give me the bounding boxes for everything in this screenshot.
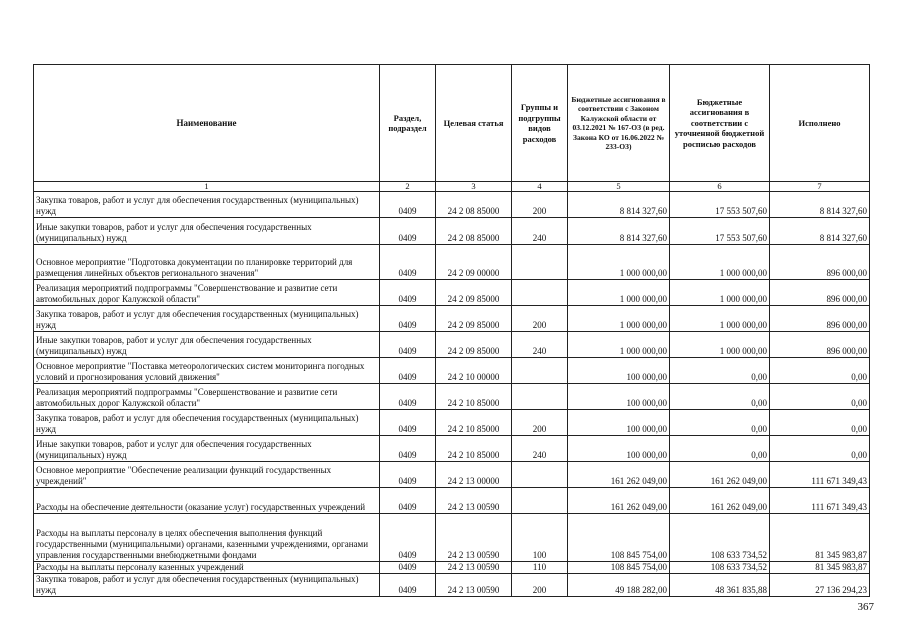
header-name: Наименование xyxy=(34,65,380,182)
row-section: 0409 xyxy=(380,218,436,245)
row-target: 24 2 13 00000 xyxy=(436,462,512,488)
row-group xyxy=(512,280,568,306)
row-group: 240 xyxy=(512,436,568,462)
row-group: 200 xyxy=(512,192,568,218)
row-law-amount: 8 814 327,60 xyxy=(568,192,670,218)
table-row xyxy=(34,332,870,358)
column-number: 7 xyxy=(770,182,870,192)
row-refined-amount: 17 553 507,60 xyxy=(670,192,770,218)
row-section: 0409 xyxy=(380,574,436,597)
header-section: Раздел, подраздел xyxy=(380,65,436,182)
row-group: 110 xyxy=(512,562,568,574)
row-executed-amount: 896 000,00 xyxy=(770,332,870,358)
table-row xyxy=(34,488,870,514)
row-law-amount: 8 814 327,60 xyxy=(568,218,670,245)
row-section: 0409 xyxy=(380,280,436,306)
row-refined-amount: 0,00 xyxy=(670,358,770,384)
column-number: 5 xyxy=(568,182,670,192)
row-group: 240 xyxy=(512,332,568,358)
row-refined-amount: 0,00 xyxy=(670,436,770,462)
row-group: 100 xyxy=(512,514,568,562)
row-law-amount: 1 000 000,00 xyxy=(568,280,670,306)
row-executed-amount: 896 000,00 xyxy=(770,280,870,306)
row-refined-amount: 1 000 000,00 xyxy=(670,332,770,358)
row-target: 24 2 13 00590 xyxy=(436,574,512,597)
row-executed-amount: 81 345 983,87 xyxy=(770,562,870,574)
table-row xyxy=(34,562,870,574)
row-law-amount: 100 000,00 xyxy=(568,358,670,384)
row-name: Иные закупки товаров, работ и услуг для обеспечения государственных (муниципальных) нужд xyxy=(34,218,380,245)
row-target: 24 2 08 85000 xyxy=(436,218,512,245)
row-section: 0409 xyxy=(380,436,436,462)
row-target: 24 2 10 85000 xyxy=(436,384,512,410)
table-body xyxy=(34,192,870,597)
row-group: 240 xyxy=(512,218,568,245)
row-refined-amount: 0,00 xyxy=(670,410,770,436)
column-number: 2 xyxy=(380,182,436,192)
table-row xyxy=(34,514,870,562)
row-section: 0409 xyxy=(380,514,436,562)
row-name: Реализация мероприятий подпрограммы "Совершенствование и развитие сети автомобильных дорог Калужской области" xyxy=(34,384,380,410)
row-section: 0409 xyxy=(380,358,436,384)
table-row xyxy=(34,218,870,245)
row-law-amount: 161 262 049,00 xyxy=(568,488,670,514)
row-refined-amount: 48 361 835,88 xyxy=(670,574,770,597)
row-section: 0409 xyxy=(380,488,436,514)
row-target: 24 2 08 85000 xyxy=(436,192,512,218)
row-executed-amount: 896 000,00 xyxy=(770,306,870,332)
row-executed-amount: 0,00 xyxy=(770,358,870,384)
row-law-amount: 100 000,00 xyxy=(568,410,670,436)
table-row xyxy=(34,245,870,280)
row-refined-amount: 161 262 049,00 xyxy=(670,488,770,514)
row-name: Закупка товаров, работ и услуг для обеспечения государственных (муниципальных) нужд xyxy=(34,410,380,436)
row-name: Основное мероприятие "Подготовка документации по планировке территорий для размещения линейных объектов регионального значения" xyxy=(34,245,380,280)
table-row xyxy=(34,410,870,436)
row-name: Расходы на выплаты персоналу в целях обеспечения выполнения функций государственными (муниципальными) органами, казенными учреждениями, органами управления государственными внебюджетными фондами xyxy=(34,514,380,562)
row-group: 200 xyxy=(512,574,568,597)
row-law-amount: 108 845 754,00 xyxy=(568,562,670,574)
page-number: 367 xyxy=(857,601,874,613)
row-target: 24 2 10 00000 xyxy=(436,358,512,384)
row-section: 0409 xyxy=(380,562,436,574)
row-target: 24 2 13 00590 xyxy=(436,562,512,574)
row-executed-amount: 81 345 983,87 xyxy=(770,514,870,562)
table-row xyxy=(34,306,870,332)
header-target: Целевая статья xyxy=(436,65,512,182)
row-refined-amount: 161 262 049,00 xyxy=(670,462,770,488)
row-group xyxy=(512,462,568,488)
row-group: 200 xyxy=(512,306,568,332)
column-number: 1 xyxy=(34,182,380,192)
row-refined-amount: 0,00 xyxy=(670,384,770,410)
row-target: 24 2 13 00590 xyxy=(436,488,512,514)
column-number-row xyxy=(34,182,870,192)
row-name: Реализация мероприятий подпрограммы "Совершенствование и развитие сети автомобильных дорог Калужской области" xyxy=(34,280,380,306)
row-executed-amount: 8 814 327,60 xyxy=(770,192,870,218)
row-refined-amount: 1 000 000,00 xyxy=(670,280,770,306)
header-row xyxy=(34,65,870,182)
header-executed: Исполнено xyxy=(770,65,870,182)
row-law-amount: 100 000,00 xyxy=(568,384,670,410)
row-name: Закупка товаров, работ и услуг для обеспечения государственных (муниципальных) нужд xyxy=(34,192,380,218)
row-target: 24 2 09 85000 xyxy=(436,280,512,306)
row-section: 0409 xyxy=(380,245,436,280)
row-section: 0409 xyxy=(380,306,436,332)
row-name: Основное мероприятие "Обеспечение реализации функций государственных учреждений" xyxy=(34,462,380,488)
row-group: 200 xyxy=(512,410,568,436)
row-group xyxy=(512,245,568,280)
row-name: Иные закупки товаров, работ и услуг для обеспечения государственных (муниципальных) нужд xyxy=(34,436,380,462)
row-executed-amount: 111 671 349,43 xyxy=(770,488,870,514)
row-target: 24 2 09 85000 xyxy=(436,306,512,332)
header-refined-allocations: Бюджетные ассигнования в соответствии с уточненной бюджетной росписью расходов xyxy=(670,65,770,182)
row-refined-amount: 108 633 734,52 xyxy=(670,514,770,562)
table-row xyxy=(34,358,870,384)
row-target: 24 2 09 00000 xyxy=(436,245,512,280)
row-group xyxy=(512,488,568,514)
row-name: Иные закупки товаров, работ и услуг для обеспечения государственных (муниципальных) нужд xyxy=(34,332,380,358)
row-executed-amount: 111 671 349,43 xyxy=(770,462,870,488)
table-row xyxy=(34,192,870,218)
row-law-amount: 1 000 000,00 xyxy=(568,306,670,332)
header-groups: Группы и подгруппы видов расходов xyxy=(512,65,568,182)
row-law-amount: 100 000,00 xyxy=(568,436,670,462)
row-section: 0409 xyxy=(380,192,436,218)
row-law-amount: 49 188 282,00 xyxy=(568,574,670,597)
row-name: Основное мероприятие "Поставка метеорологических систем мониторинга погодных условий и прогнозирования условий движения" xyxy=(34,358,380,384)
row-executed-amount: 896 000,00 xyxy=(770,245,870,280)
row-name: Закупка товаров, работ и услуг для обеспечения государственных (муниципальных) нужд xyxy=(34,574,380,597)
row-refined-amount: 1 000 000,00 xyxy=(670,306,770,332)
row-name: Расходы на обеспечение деятельности (оказание услуг) государственных учреждений xyxy=(34,488,380,514)
budget-table xyxy=(33,64,870,597)
row-target: 24 2 10 85000 xyxy=(436,436,512,462)
row-executed-amount: 0,00 xyxy=(770,384,870,410)
row-executed-amount: 27 136 294,23 xyxy=(770,574,870,597)
row-refined-amount: 1 000 000,00 xyxy=(670,245,770,280)
row-law-amount: 161 262 049,00 xyxy=(568,462,670,488)
column-number: 6 xyxy=(670,182,770,192)
row-target: 24 2 13 00590 xyxy=(436,514,512,562)
row-group xyxy=(512,384,568,410)
table-row xyxy=(34,574,870,597)
row-executed-amount: 8 814 327,60 xyxy=(770,218,870,245)
row-group xyxy=(512,358,568,384)
column-number: 4 xyxy=(512,182,568,192)
column-number: 3 xyxy=(436,182,512,192)
row-target: 24 2 09 85000 xyxy=(436,332,512,358)
row-name: Закупка товаров, работ и услуг для обеспечения государственных (муниципальных) нужд xyxy=(34,306,380,332)
table-row xyxy=(34,384,870,410)
row-refined-amount: 17 553 507,60 xyxy=(670,218,770,245)
row-refined-amount: 108 633 734,52 xyxy=(670,562,770,574)
table-row xyxy=(34,462,870,488)
row-section: 0409 xyxy=(380,332,436,358)
row-law-amount: 108 845 754,00 xyxy=(568,514,670,562)
row-section: 0409 xyxy=(380,410,436,436)
table-row xyxy=(34,436,870,462)
row-executed-amount: 0,00 xyxy=(770,436,870,462)
row-name: Расходы на выплаты персоналу казенных учреждений xyxy=(34,562,380,574)
row-target: 24 2 10 85000 xyxy=(436,410,512,436)
row-section: 0409 xyxy=(380,462,436,488)
row-law-amount: 1 000 000,00 xyxy=(568,332,670,358)
table-row xyxy=(34,280,870,306)
row-executed-amount: 0,00 xyxy=(770,410,870,436)
row-law-amount: 1 000 000,00 xyxy=(568,245,670,280)
header-law-allocations: Бюджетные ассигнования в соответствии с Законом Калужской области от 03.12.2021 № 167-ОЗ (в ред. Закона КО от 16.06.2022 № 233-ОЗ) xyxy=(568,65,670,182)
row-section: 0409 xyxy=(380,384,436,410)
